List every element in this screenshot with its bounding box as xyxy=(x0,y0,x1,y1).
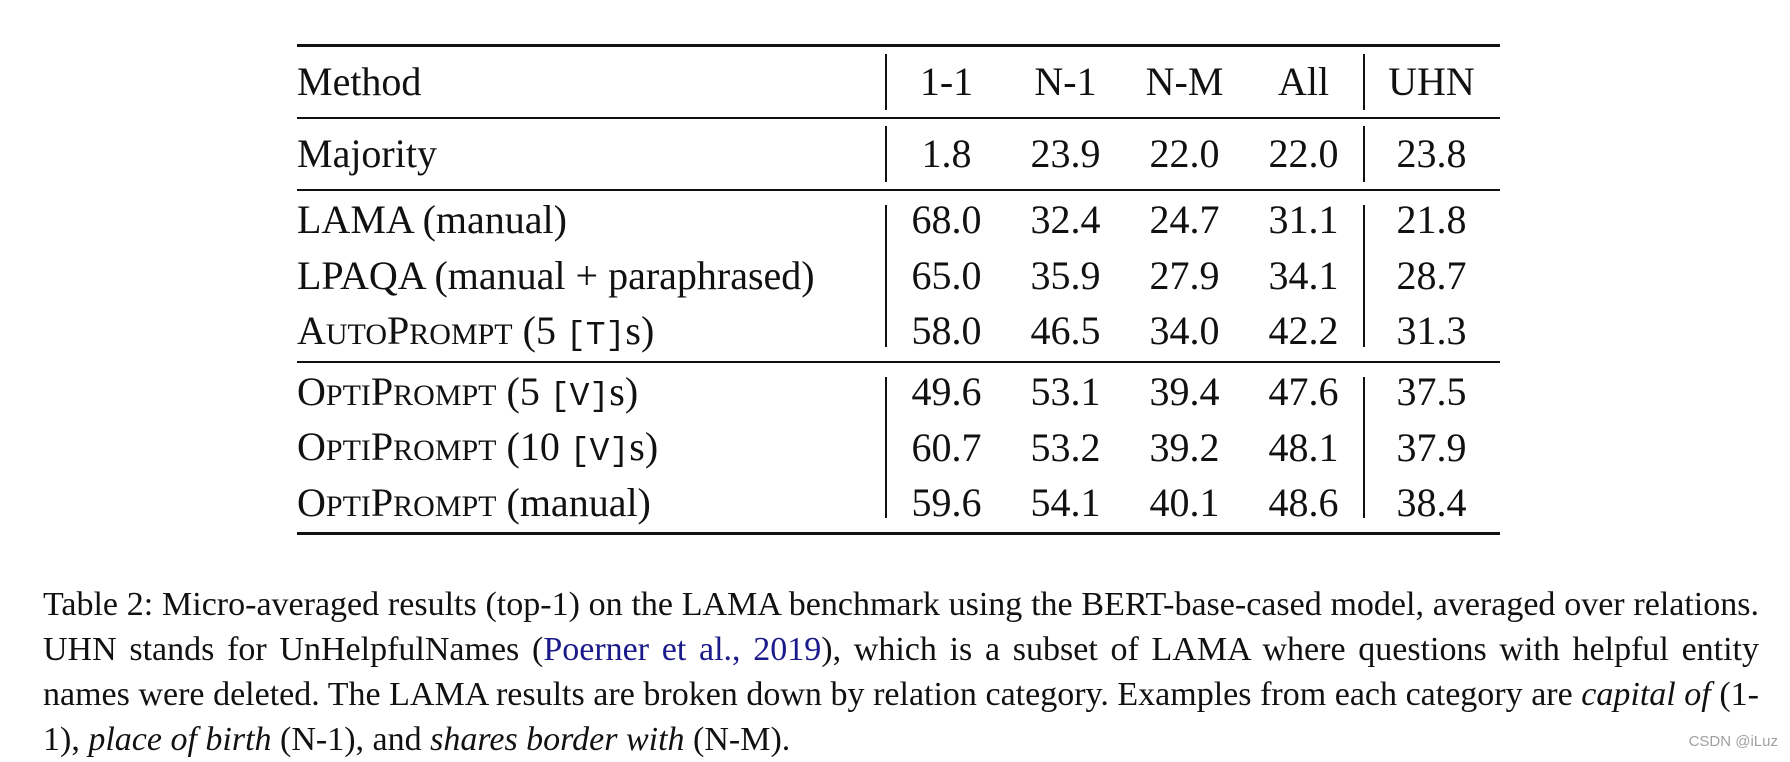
cell-1-1: 49.6 xyxy=(911,369,982,414)
cell-1-1: 65.0 xyxy=(911,252,982,298)
cell-uhn-best: 38.4 xyxy=(1363,474,1500,534)
cell-all: 42.2 xyxy=(1268,308,1339,353)
cell-1-1: 58.0 xyxy=(911,308,982,353)
cell-n-1: 53.1 xyxy=(1030,369,1101,414)
caption-text-2: ), which is a subset of LAMA where questions with helpful entity names were deleted. The LAMA results are broken down by relation category. Examples from each category are xyxy=(43,631,1760,713)
cell-n-1: 35.9 xyxy=(1030,252,1101,298)
cell-all: 34.1 xyxy=(1268,252,1339,298)
table-row-optiprompt-5v xyxy=(297,362,1500,422)
cell-n-1: 23.9 xyxy=(1030,130,1101,176)
citation-author: Poerner et al. xyxy=(543,631,733,668)
table-row-optiprompt-10v xyxy=(297,422,1500,474)
citation-year: 2019 xyxy=(753,631,822,668)
cell-n-m: 34.0 xyxy=(1149,308,1220,353)
column-header-n-1: N-1 xyxy=(1034,58,1097,104)
method-name: LPAQA (manual + paraphrased) xyxy=(297,250,887,302)
cell-1-1: 59.6 xyxy=(911,479,982,525)
cell-n-1-best: 54.1 xyxy=(1030,479,1101,525)
example-n-1-category: (N-1), and xyxy=(271,721,431,758)
cell-n-1: 32.4 xyxy=(1030,197,1101,242)
cell-all: 48.1 xyxy=(1268,424,1339,470)
cell-1-1: 60.7 xyxy=(911,424,982,470)
results-table-container xyxy=(297,44,1500,535)
header-row xyxy=(297,46,1500,118)
method-name: Majority xyxy=(297,118,887,190)
cell-n-1: 53.2 xyxy=(1030,424,1101,470)
method-name-optiprompt-5v: OPTIPROMPT (5 [V]s) xyxy=(297,362,887,422)
column-header-method: Method xyxy=(297,46,887,118)
cell-all: 31.1 xyxy=(1268,197,1339,242)
column-header-n-m: N-M xyxy=(1145,58,1224,104)
cell-uhn: 37.9 xyxy=(1363,422,1500,474)
column-header-1-1: 1-1 xyxy=(919,58,974,104)
method-name-optiprompt-manual: OPTIPROMPT (manual) xyxy=(297,474,887,534)
cell-n-m: 39.2 xyxy=(1149,424,1220,470)
cell-uhn: 37.5 xyxy=(1363,362,1500,422)
method-name: LAMA (manual) xyxy=(297,190,887,250)
table-caption xyxy=(43,582,1759,762)
column-header-all: All xyxy=(1277,58,1330,104)
results-table xyxy=(297,44,1500,535)
cell-uhn: 23.8 xyxy=(1363,118,1500,190)
example-1-1: capital of xyxy=(1581,676,1711,713)
cell-uhn: 21.8 xyxy=(1363,190,1500,250)
cell-all: 22.0 xyxy=(1268,130,1339,176)
method-name-optiprompt-10v: OPTIPROMPT (10 [V]s) xyxy=(297,422,887,474)
example-n-m: shares border with xyxy=(430,721,685,758)
table-row-lpaqa xyxy=(297,250,1500,302)
cell-1-1: 1.8 xyxy=(921,130,972,176)
example-n-m-category: (N-M). xyxy=(684,721,791,758)
cell-n-1: 46.5 xyxy=(1030,308,1101,353)
watermark: CSDN @iLuz xyxy=(1688,733,1778,750)
citation-separator: , xyxy=(732,631,754,668)
table-row-autoprompt xyxy=(297,302,1500,362)
table-row-optiprompt-manual xyxy=(297,474,1500,534)
cell-uhn: 31.3 xyxy=(1363,302,1500,362)
cell-1-1-best: 68.0 xyxy=(911,197,982,242)
example-n-1: place of birth xyxy=(88,721,272,758)
table-row-lama-manual xyxy=(297,190,1500,250)
cell-n-m: 22.0 xyxy=(1149,130,1220,176)
table-row-majority xyxy=(297,118,1500,190)
citation-link[interactable] xyxy=(543,631,821,668)
example-1-1-category: (1-1), xyxy=(43,676,1759,758)
caption-text-1: Table 2: Micro-averaged results (top-1) on the LAMA benchmark using the BERT-base-cased model, averaged over relations. UHN stands for UnHelpfulNames ( xyxy=(43,586,1759,668)
cell-n-m-best: 40.1 xyxy=(1149,479,1220,525)
method-name-autoprompt: AUTOPROMPT (5 [T]s) xyxy=(297,302,887,362)
cell-n-m: 24.7 xyxy=(1149,197,1220,242)
cell-n-m: 39.4 xyxy=(1149,369,1220,414)
cell-n-m: 27.9 xyxy=(1149,252,1220,298)
column-header-uhn: UHN xyxy=(1363,46,1500,118)
cell-all: 47.6 xyxy=(1268,369,1339,414)
cell-uhn: 28.7 xyxy=(1363,250,1500,302)
cell-all-best: 48.6 xyxy=(1268,479,1339,525)
